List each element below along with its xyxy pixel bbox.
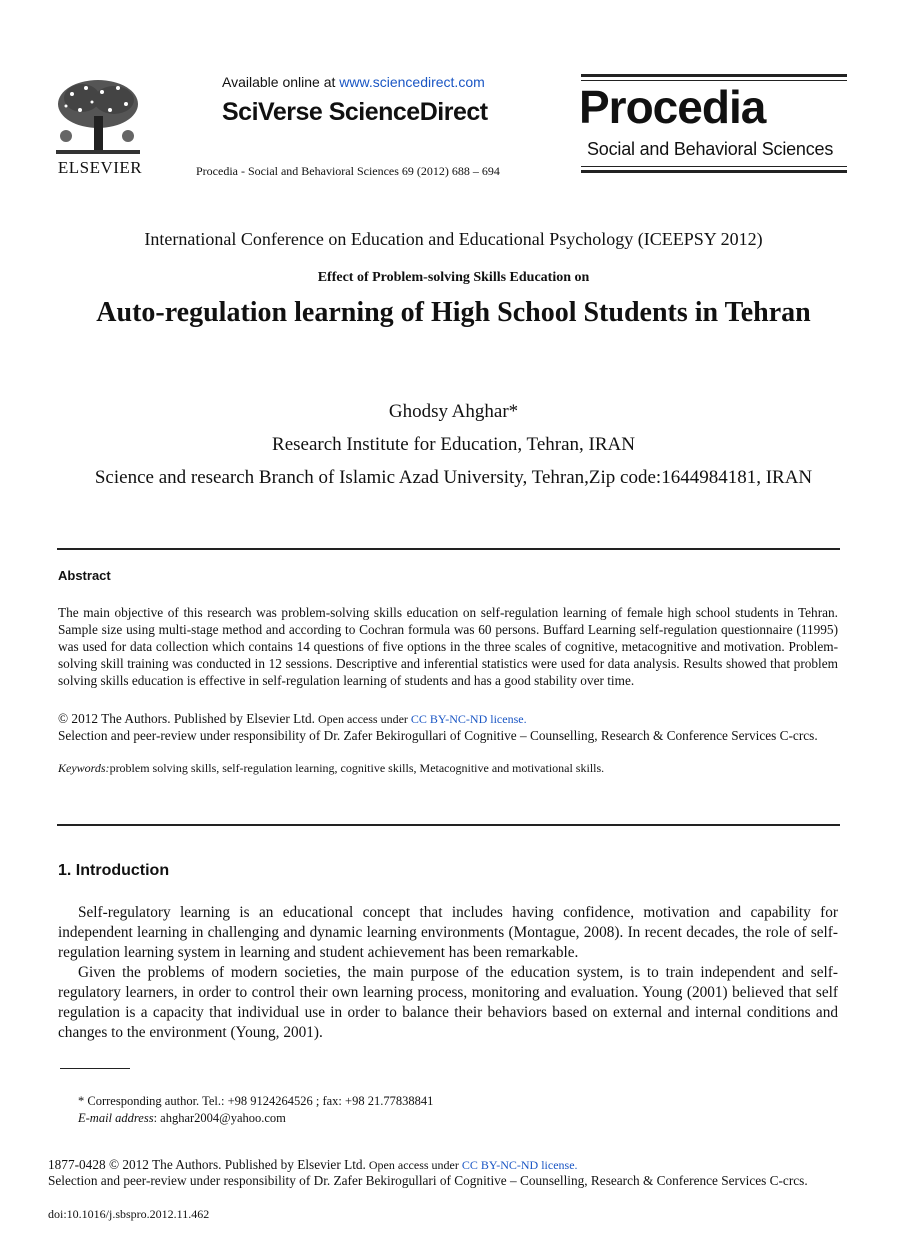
doi: doi:10.1016/j.sbspro.2012.11.462 (48, 1207, 210, 1221)
intro-paragraph-2: Given the problems of modern societies, the main purpose of the education system, is to train independent and self-regulatory learners, in order to control their own learning process, monitoring and evaluation. Young (2001) believed that self regulation is a capacity that individual use in order to balance their behaviors based on external and internal conditions and changes to the environment (Young, 2001). (58, 964, 838, 1041)
abstract-heading: Abstract (58, 568, 111, 583)
available-online (222, 74, 485, 90)
conference-name: International Conference on Education and Educational Psychology (ICEEPSY 2012) (144, 229, 763, 249)
publisher-logo-text: ELSEVIER (57, 158, 143, 177)
intro-paragraph-1: Self-regulatory learning is an educational concept that includes having confidence, motivation and capability for independent learning in challenging and dynamic learning environments (Montague, 2008). In recent decades, the role of self-regulation learning system in learning and student achievement has been remarkable. (58, 904, 838, 961)
keywords-text: problem solving skills, self-regulation learning, cognitive skills, Metacognitive and motivational skills. (109, 761, 605, 775)
footer-open-access: Open access under (365, 1158, 462, 1172)
procedia-bottom-rule (581, 170, 847, 173)
footnote-rule (60, 1068, 130, 1069)
pre-title: Effect of Problem-solving Skills Education on (317, 270, 590, 285)
keywords-line (58, 760, 838, 777)
platform-name: SciVerse ScienceDirect (222, 98, 488, 126)
email-label: E-mail address (78, 1111, 154, 1125)
section-heading-introduction: 1. Introduction (58, 862, 170, 879)
abstract-copyright (58, 710, 838, 728)
abstract-review: Selection and peer-review under responsibility of Dr. Zafer Bekirogullari of Cognitive – Counselling, Research & Conference Services C-crcs. (58, 728, 818, 743)
abstract-top-rule (57, 548, 840, 550)
affiliation-2: Science and research Branch of Islamic Azad University, Tehran,Zip code:1644984181, IRAN (94, 467, 813, 488)
author-name: Ghodsy Ahghar* (388, 401, 519, 422)
footer-license-link[interactable]: CC BY-NC-ND license. (461, 1158, 578, 1172)
keywords-label: Keywords: (58, 761, 110, 775)
elsevier-tree-icon (52, 76, 144, 158)
license-link[interactable]: CC BY-NC-ND license. (410, 712, 527, 726)
journal-reference: Procedia - Social and Behavioral Sciences 69 (2012) 688 – 694 (196, 164, 500, 178)
copyright-text: © 2012 The Authors. Published by Elsevier Ltd. (58, 711, 315, 726)
affiliation-1: Research Institute for Education, Tehran, IRAN (272, 434, 635, 455)
paper-title: Auto-regulation learning of High School Students in Tehran (96, 297, 811, 328)
abstract-body: The main objective of this research was problem-solving skills education on self-regulation learning of female high school students in Tehran. Sample size using multi-stage method and according to Cochran formula was 60 persons. Buffard Learning self-regulation questionnaire (11995) was used for data collection which contains 14 questions of five options in the three scales of cognitive, metacognitive and motivation. Problem-solving skill training was conducted in 12 sessions. Descriptive and inferential statistics were used for data analysis. Results showed that problem solving skills education is effective in self-regulation learning of students and has a good stability over time. (58, 605, 838, 688)
available-prefix: Available online at (222, 74, 340, 90)
procedia-bottom-rule-thin (581, 166, 847, 167)
issn-copyright: 1877-0428 © 2012 The Authors. Published by Elsevier Ltd. (48, 1157, 366, 1172)
corresponding-author: * Corresponding author. Tel.: +98 9124264526 ; fax: +98 21.77838841 (78, 1094, 434, 1108)
journal-subtitle: Social and Behavioral Sciences (587, 139, 834, 159)
email-address: : ahghar2004@yahoo.com (153, 1111, 286, 1125)
procedia-top-rule (581, 74, 847, 77)
sciencedirect-link[interactable]: www.sciencedirect.com (339, 74, 485, 90)
open-access-text: Open access under (314, 712, 411, 726)
email-line (78, 1111, 286, 1126)
journal-title: Procedia (579, 81, 766, 133)
abstract-bottom-rule (57, 824, 840, 826)
footer-review: Selection and peer-review under responsibility of Dr. Zafer Bekirogullari of Cognitive – Counselling, Research & Conference Services C-crcs. (48, 1173, 808, 1188)
